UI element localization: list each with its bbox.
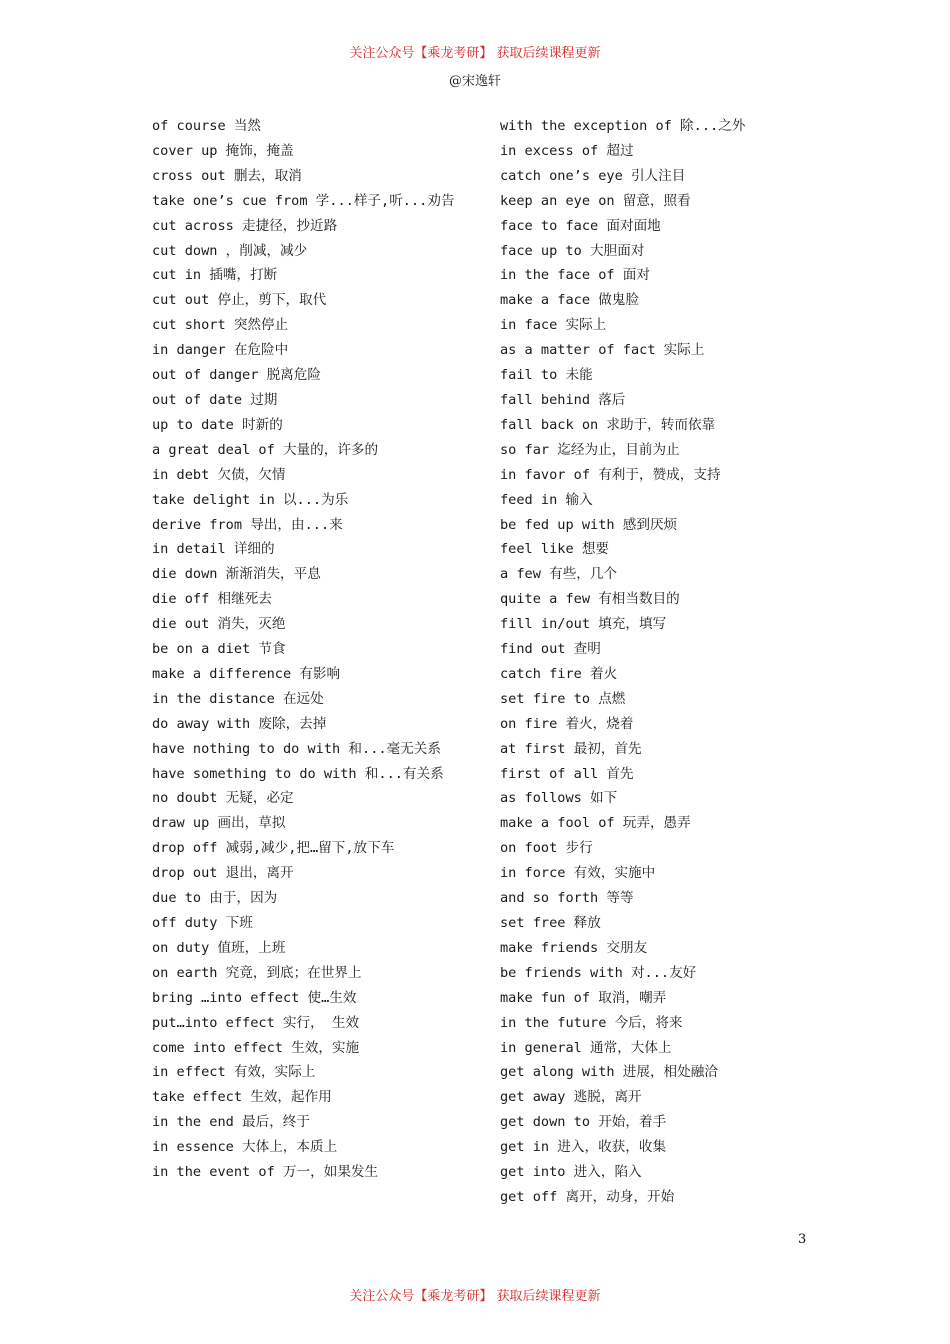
phrase-entry: in the event of 万一，如果发生	[152, 1164, 379, 1181]
phrase-entry: make a difference 有影响	[152, 665, 341, 682]
phrase-entry: with the exception of 除...之外	[500, 118, 746, 134]
phrase-entry: cut out 停止，剪下，取代	[152, 292, 327, 309]
phrase-entry: in force 有效，实施中	[500, 865, 656, 882]
phrase-entry: make friends 交朋友	[500, 939, 648, 956]
phrase-entry: cut short 突然停止	[152, 317, 289, 334]
phrase-entry: of course 当然	[152, 118, 262, 134]
phrase-entry: get into 进入，陷入	[500, 1164, 642, 1181]
footer-promo: 关注公众号【乘龙考研】 获取后续课程更新	[349, 1289, 601, 1304]
phrase-entry: in the face of 面对	[500, 267, 650, 284]
phrase-entry: on earth 究竟，到底；在世界上	[152, 964, 362, 981]
phrase-entry: in the future 今后，将来	[500, 1014, 683, 1031]
phrase-entry: take one’s cue from 学...样子,听...劝告	[152, 192, 455, 209]
phrase-entry: cut down ，削减，减少	[152, 242, 308, 259]
phrase-entry: no doubt 无疑，必定	[152, 790, 294, 807]
phrase-entry: up to date 时新的	[152, 416, 283, 433]
phrase-entry: fail to 未能	[500, 367, 593, 384]
phrase-entry: first of all 首先	[500, 765, 634, 782]
phrase-entry: a few 有些，几个	[500, 566, 618, 583]
phrase-entry: get off 离开，动身，开始	[500, 1188, 675, 1205]
phrase-entry: feed in 输入	[500, 491, 593, 508]
phrase-entry: catch one’s eye 引人注目	[500, 167, 686, 184]
phrase-entry: at first 最初，首先	[500, 740, 642, 757]
phrase-entry: face up to 大胆面对	[500, 242, 645, 259]
phrase-entry: fall back on 求助于，转而依靠	[500, 416, 716, 433]
phrase-entry: put…into effect 实行， 生效	[152, 1014, 360, 1031]
phrase-entry: face to face 面对面地	[500, 217, 661, 234]
phrase-entry: get in 进入，收获，收集	[500, 1139, 667, 1156]
phrase-entry: in face 实际上	[500, 317, 607, 334]
phrase-entry: drop out 退出，离开	[152, 865, 294, 882]
phrase-entry: get away 逃脱，离开	[500, 1089, 642, 1106]
phrase-column-right	[500, 114, 830, 1210]
phrase-entry: catch fire 着火	[500, 665, 618, 682]
page-number: 3	[798, 1232, 807, 1247]
phrase-entry: fall behind 落后	[500, 391, 626, 408]
phrase-entry: in favor of 有利于，赞成，支持	[500, 466, 721, 483]
phrase-entry: draw up 画出，草拟	[152, 815, 286, 832]
phrase-entry: be on a diet 节食	[152, 641, 286, 658]
phrase-entry: due to 由于，因为	[152, 890, 278, 907]
phrase-entry: be fed up with 感到厌烦	[500, 516, 678, 533]
phrase-entry: on duty 值班，上班	[152, 939, 286, 956]
phrase-entry: quite a few 有相当数目的	[500, 591, 680, 608]
phrase-entry: make a face 做鬼脸	[500, 292, 639, 309]
phrase-entry: keep an eye on 留意，照看	[500, 192, 691, 209]
phrase-entry: set free 释放	[500, 915, 601, 931]
phrase-entry: in detail 详细的	[152, 541, 275, 558]
phrase-entry: cover up 掩饰，掩盖	[152, 142, 294, 159]
phrase-entry: in excess of 超过	[500, 142, 634, 159]
phrase-entry: get down to 开始，着手	[500, 1114, 667, 1131]
phrase-entry: in the end 最后，终于	[152, 1114, 310, 1131]
phrase-entry: die down 渐渐消失，平息	[152, 566, 321, 583]
phrase-entry: in the distance 在远处	[152, 690, 324, 707]
phrase-entry: find out 查明	[500, 641, 601, 658]
phrase-entry: on fire 着火，烧着	[500, 715, 634, 732]
phrase-entry: in debt 欠债，欠情	[152, 466, 286, 483]
phrase-entry: in danger 在危险中	[152, 342, 289, 359]
phrase-entry: in effect 有效，实际上	[152, 1064, 316, 1081]
phrase-entry: drop off 减弱,减少,把…留下,放下车	[152, 840, 395, 857]
phrase-entry: make fun of 取消，嘲弄	[500, 989, 667, 1006]
phrase-column-left	[152, 114, 482, 1185]
phrase-entry: in general 通常，大体上	[500, 1039, 672, 1056]
phrase-entry: have something to do with 和...有关系	[152, 765, 444, 782]
phrase-entry: die out 消失，灭绝	[152, 616, 286, 633]
phrase-entry: cut in 插嘴，打断	[152, 267, 278, 284]
header-promo: 关注公众号【乘龙考研】 获取后续课程更新	[349, 46, 601, 61]
phrase-entry: take effect 生效，起作用	[152, 1089, 332, 1106]
phrase-entry: set fire to 点燃	[500, 690, 626, 707]
phrase-entry: out of date 过期	[152, 391, 278, 408]
phrase-entry: have nothing to do with 和...毫无关系	[152, 740, 441, 757]
phrase-entry: derive from 导出，由...来	[152, 516, 343, 533]
phrase-entry: as follows 如下	[500, 790, 618, 807]
phrase-entry: cut across 走捷径，抄近路	[152, 217, 338, 234]
phrase-entry: as a matter of fact 实际上	[500, 342, 705, 359]
phrase-entry: be friends with 对...友好	[500, 964, 697, 981]
phrase-entry: cross out 删去，取消	[152, 167, 302, 184]
phrase-entry: get along with 进展，相处融洽	[500, 1064, 718, 1081]
phrase-entry: a great deal of 大量的，许多的	[152, 441, 379, 458]
phrase-entry: feel like 想要	[500, 541, 610, 558]
author-handle: @宋逸轩	[448, 74, 501, 89]
phrase-entry: on foot 步行	[500, 840, 593, 857]
phrase-entry: and so forth 等等	[500, 890, 634, 907]
phrase-entry: do away with 废除，去掉	[152, 715, 327, 732]
phrase-entry: die off 相继死去	[152, 591, 272, 608]
phrase-entry: fill in/out 填充，填写	[500, 616, 667, 633]
phrase-entry: so far 迄经为止，目前为止	[500, 441, 680, 458]
phrase-entry: bring …into effect 使…生效	[152, 989, 357, 1006]
phrase-entry: come into effect 生效，实施	[152, 1039, 360, 1056]
phrase-entry: off duty 下班	[152, 915, 253, 931]
phrase-entry: out of danger 脱离危险	[152, 367, 321, 384]
phrase-entry: take delight in 以...为乐	[152, 491, 349, 508]
phrase-entry: in essence 大体上，本质上	[152, 1139, 338, 1156]
phrase-entry: make a fool of 玩弄，愚弄	[500, 815, 691, 832]
